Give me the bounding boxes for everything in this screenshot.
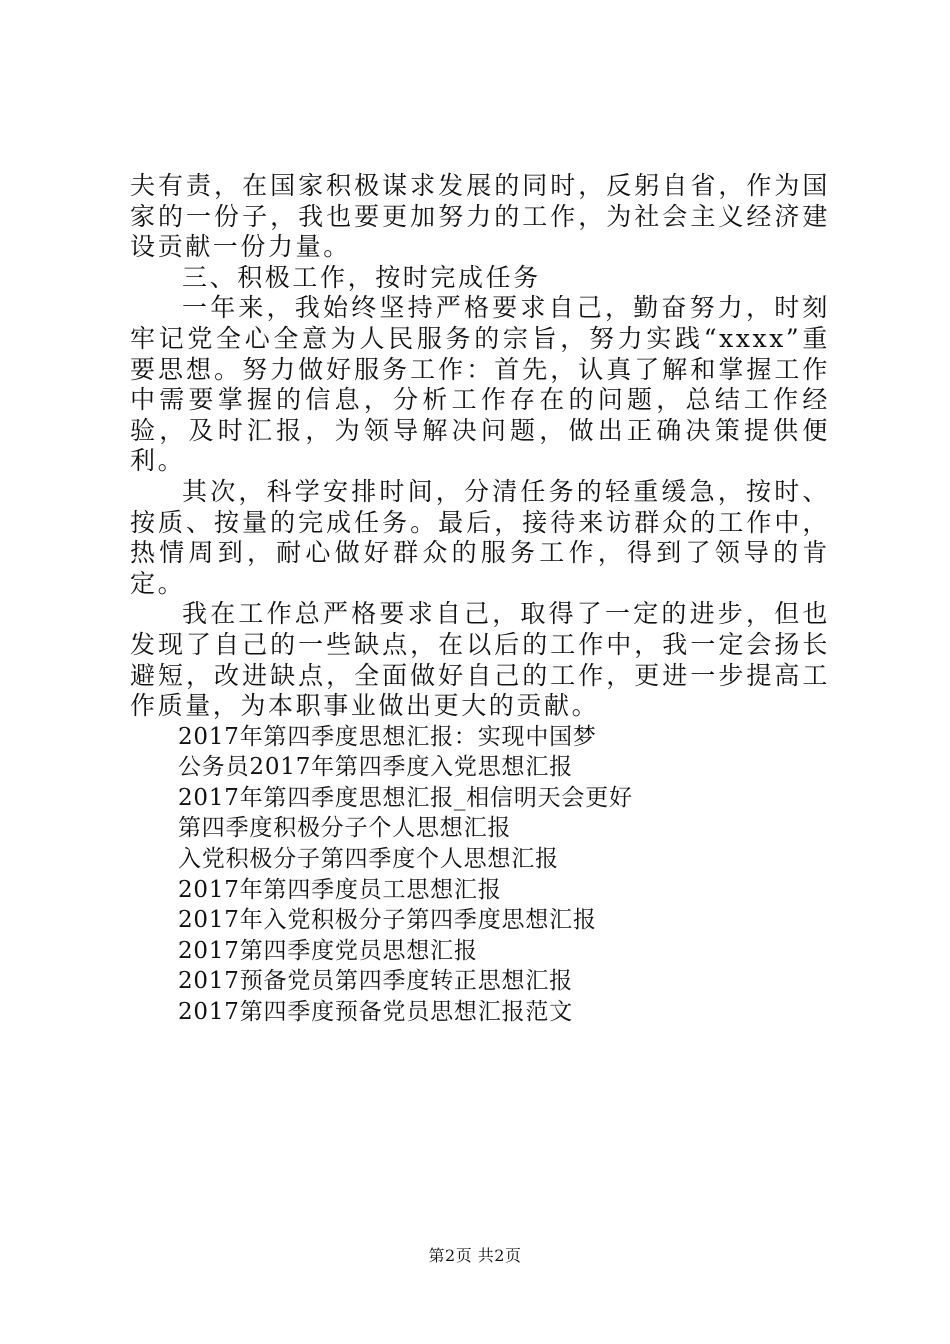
related-article-link[interactable]: 2017年第四季度思想汇报：实现中国梦 bbox=[178, 723, 597, 750]
related-article-link[interactable]: 第四季度积极分子个人思想汇报 bbox=[178, 815, 512, 842]
related-article-link[interactable]: 2017预备党员第四季度转正思想汇报 bbox=[178, 968, 573, 995]
paragraph-conclusion: 我在工作总严格要求自己，取得了一定的进步，但也发现了自己的一些缺点，在以后的工作中，我一定会扬长避短，改进缺点，全面做好自己的工作，更进一步提高工作质量，为本职事业做出更大的贡献。 bbox=[130, 599, 830, 721]
section-heading: 三、积极工作，按时完成任务 bbox=[182, 262, 541, 292]
related-article-link[interactable]: 入党积极分子第四季度个人思想汇报 bbox=[178, 846, 559, 873]
related-article-link[interactable]: 2017年第四季度员工思想汇报 bbox=[178, 876, 502, 903]
document-body bbox=[130, 171, 830, 1028]
paragraph-time-management: 其次，科学安排时间，分清任务的轻重缓急，按时、按质、按量的完成任务。最后，接待来访群众的工作中，热情周到，耐心做好群众的服务工作，得到了领导的肯定。 bbox=[130, 476, 830, 598]
related-article-link[interactable]: 2017年入党积极分子第四季度思想汇报 bbox=[178, 907, 597, 934]
related-article-link[interactable]: 2017第四季度党员思想汇报 bbox=[178, 937, 478, 964]
paragraph-continuation: 夫有责，在国家积极谋求发展的同时，反躬自省，作为国家的一份子，我也要更加努力的工作，为社会主义经济建设贡献一份力量。 bbox=[130, 171, 830, 262]
paragraph-work-summary: 一年来，我始终坚持严格要求自己，勤奋努力，时刻牢记党全心全意为人民服务的宗旨，努力实践“xxxx”重要思想。努力做好服务工作：首先，认真了解和掌握工作中需要掌握的信息，分析工作存在的问题，总结工作经验，及时汇报，为领导解决问题，做出正确决策提供便利。 bbox=[130, 293, 830, 476]
related-article-link[interactable]: 2017第四季度预备党员思想汇报范文 bbox=[178, 999, 573, 1026]
page-number-footer: 第2页 共2页 bbox=[428, 1246, 522, 1265]
related-article-link[interactable]: 公务员2017年第四季度入党思想汇报 bbox=[178, 754, 573, 781]
related-articles-list bbox=[130, 722, 830, 1028]
related-article-link[interactable]: 2017年第四季度思想汇报_相信明天会更好 bbox=[178, 784, 633, 811]
